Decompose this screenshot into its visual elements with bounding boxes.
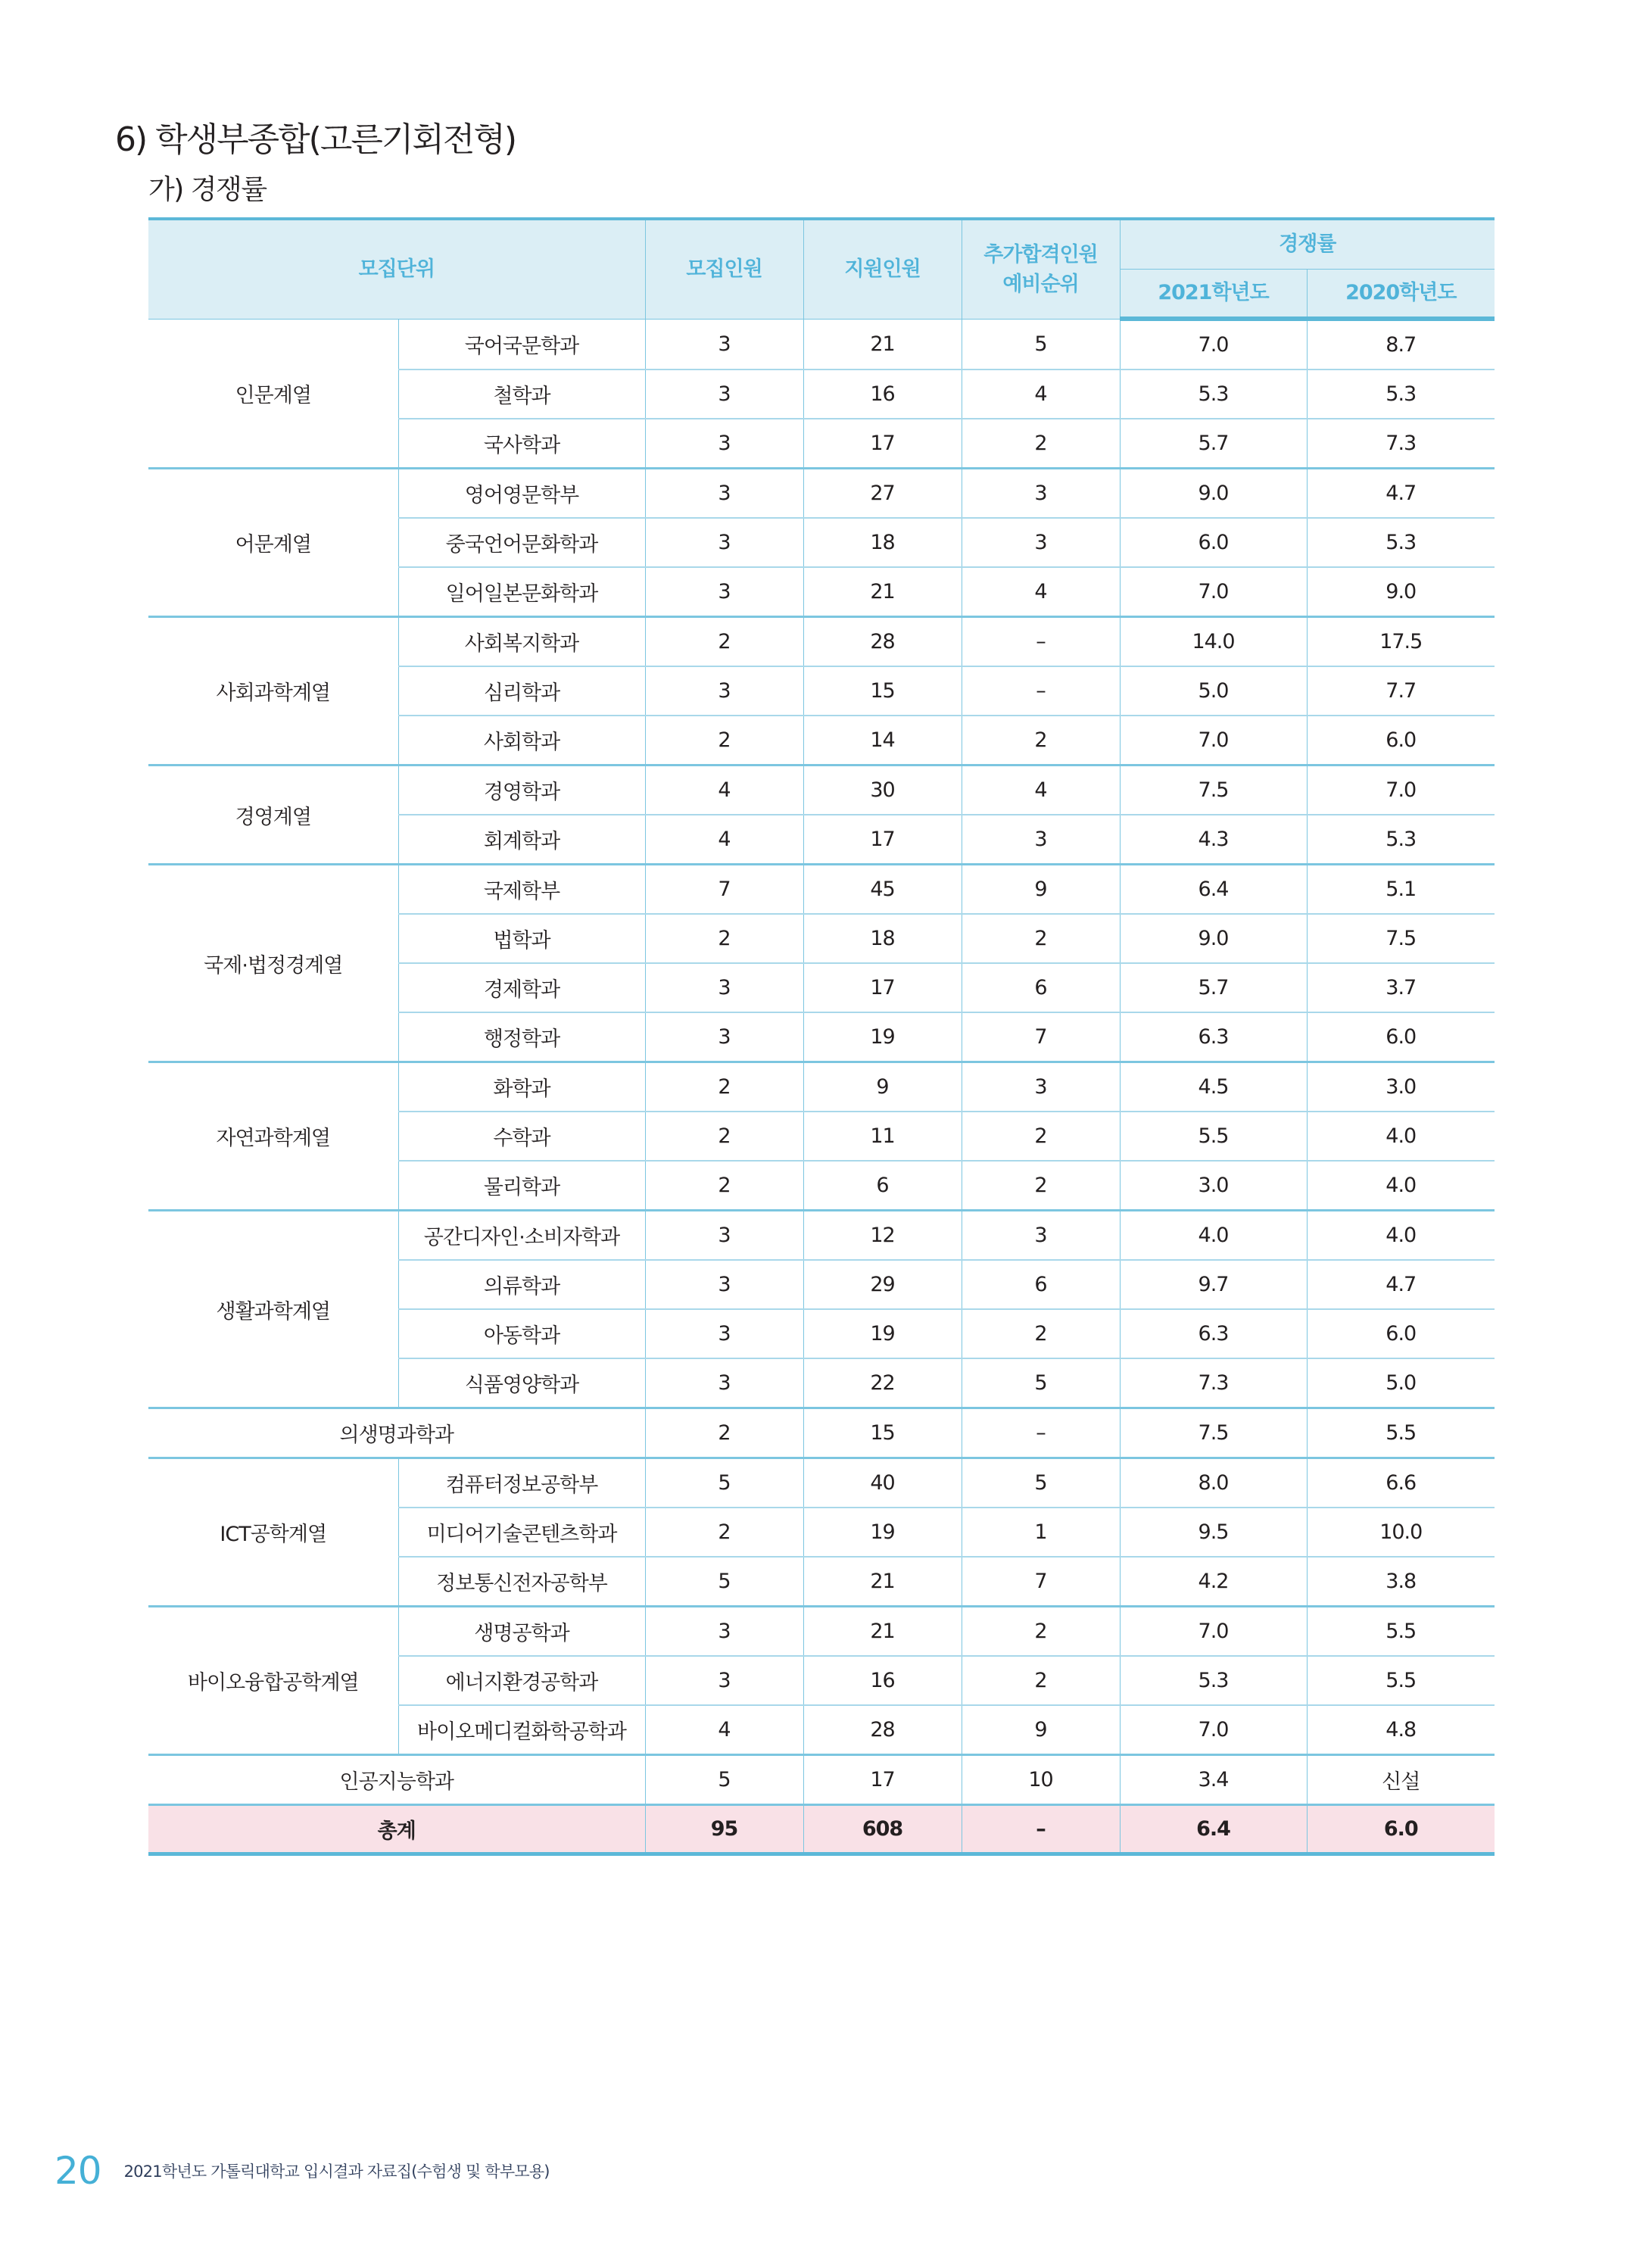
dept-cell: 바이오메디컬화학공학과 — [398, 1705, 645, 1755]
rate-2020-cell: 5.5 — [1307, 1408, 1495, 1458]
header-waitlist — [962, 219, 1120, 319]
rate-2020-cell: 4.0 — [1307, 1161, 1495, 1211]
applicants-cell: 18 — [803, 914, 962, 963]
total-applicants: 608 — [803, 1805, 962, 1854]
table-row — [148, 617, 1495, 667]
rate-2020-cell: 5.3 — [1307, 815, 1495, 865]
dept-cell: 생명공학과 — [398, 1607, 645, 1657]
quota-cell: 2 — [645, 1161, 803, 1211]
waitlist-cell: 5 — [962, 1458, 1120, 1508]
table-row — [148, 1755, 1495, 1805]
rate-2021-cell: 14.0 — [1120, 617, 1307, 667]
quota-cell: 3 — [645, 1656, 803, 1705]
group-cell: 경영계열 — [148, 766, 398, 865]
quota-cell: 4 — [645, 815, 803, 865]
waitlist-cell: 3 — [962, 518, 1120, 567]
waitlist-cell: 5 — [962, 1358, 1120, 1408]
applicants-cell: 45 — [803, 865, 962, 915]
footer-text: 2021학년도 가톨릭대학교 입시결과 자료집(수험생 및 학부모용) — [123, 2162, 550, 2181]
waitlist-cell: 2 — [962, 1112, 1120, 1161]
dept-cell: 공간디자인·소비자학과 — [398, 1211, 645, 1261]
table-row — [148, 1607, 1495, 1657]
rate-2020-cell: 4.7 — [1307, 469, 1495, 519]
waitlist-cell: 10 — [962, 1755, 1120, 1805]
applicants-cell: 40 — [803, 1458, 962, 1508]
dept-cell: 행정학과 — [398, 1012, 645, 1062]
waitlist-cell: – — [962, 1408, 1120, 1458]
quota-cell: 3 — [645, 1309, 803, 1358]
section-title: 6) 학생부종합(고른기회전형) — [115, 120, 516, 159]
applicants-cell: 16 — [803, 370, 962, 419]
rate-2020-cell: 6.0 — [1307, 716, 1495, 766]
dept-cell: 인공지능학과 — [148, 1755, 645, 1805]
applicants-cell: 19 — [803, 1309, 962, 1358]
waitlist-cell: 2 — [962, 1309, 1120, 1358]
total-waitlist: – — [962, 1805, 1120, 1854]
applicants-cell: 19 — [803, 1012, 962, 1062]
rate-2020-cell: 6.6 — [1307, 1458, 1495, 1508]
waitlist-cell: 2 — [962, 1161, 1120, 1211]
rate-2021-cell: 7.0 — [1120, 319, 1307, 370]
header-unit: 모집단위 — [148, 219, 645, 319]
applicants-cell: 15 — [803, 666, 962, 716]
rate-2021-cell: 5.5 — [1120, 1112, 1307, 1161]
total-label: 총계 — [148, 1805, 645, 1854]
waitlist-cell: 4 — [962, 370, 1120, 419]
dept-cell: 일어일본문화학과 — [398, 567, 645, 617]
rate-2020-cell: 17.5 — [1307, 617, 1495, 667]
rate-2021-cell: 7.3 — [1120, 1358, 1307, 1408]
waitlist-cell: 2 — [962, 1607, 1120, 1657]
waitlist-cell: 4 — [962, 567, 1120, 617]
quota-cell: 3 — [645, 1260, 803, 1309]
applicants-cell: 15 — [803, 1408, 962, 1458]
applicants-cell: 14 — [803, 716, 962, 766]
total-rate-2020: 6.0 — [1307, 1805, 1495, 1854]
applicants-cell: 9 — [803, 1062, 962, 1112]
dept-cell: 철학과 — [398, 370, 645, 419]
applicants-cell: 17 — [803, 815, 962, 865]
group-cell: 생활과학계열 — [148, 1211, 398, 1408]
rate-2020-cell: 3.0 — [1307, 1062, 1495, 1112]
rate-2020-cell: 3.8 — [1307, 1557, 1495, 1607]
dept-cell: 의생명과학과 — [148, 1408, 645, 1458]
rate-2020-cell: 3.7 — [1307, 963, 1495, 1012]
group-cell: 국제·법정경계열 — [148, 865, 398, 1062]
applicants-cell: 16 — [803, 1656, 962, 1705]
rate-2020-cell: 5.1 — [1307, 865, 1495, 915]
rate-2021-cell: 8.0 — [1120, 1458, 1307, 1508]
dept-cell: 수학과 — [398, 1112, 645, 1161]
dept-cell: 컴퓨터정보공학부 — [398, 1458, 645, 1508]
dept-cell: 정보통신전자공학부 — [398, 1557, 645, 1607]
rate-2021-cell: 5.3 — [1120, 1656, 1307, 1705]
rate-2020-cell: 7.3 — [1307, 419, 1495, 469]
rate-2020-cell: 7.0 — [1307, 766, 1495, 815]
group-cell: 바이오융합공학계열 — [148, 1607, 398, 1755]
quota-cell: 2 — [645, 617, 803, 667]
rate-2021-cell: 7.0 — [1120, 1705, 1307, 1755]
waitlist-cell: 6 — [962, 1260, 1120, 1309]
quota-cell: 5 — [645, 1458, 803, 1508]
dept-cell: 에너지환경공학과 — [398, 1656, 645, 1705]
dept-cell: 국사학과 — [398, 419, 645, 469]
rate-2020-cell: 4.8 — [1307, 1705, 1495, 1755]
rate-2021-cell: 5.3 — [1120, 370, 1307, 419]
page-number: 20 — [55, 2149, 101, 2193]
waitlist-cell: 2 — [962, 1656, 1120, 1705]
waitlist-cell: 9 — [962, 865, 1120, 915]
waitlist-cell: – — [962, 666, 1120, 716]
applicants-cell: 17 — [803, 419, 962, 469]
applicants-cell: 21 — [803, 319, 962, 370]
rate-2021-cell: 7.5 — [1120, 1408, 1307, 1458]
applicants-cell: 28 — [803, 1705, 962, 1755]
table-body — [148, 319, 1495, 1854]
rate-2021-cell: 9.5 — [1120, 1508, 1307, 1557]
dept-cell: 의류학과 — [398, 1260, 645, 1309]
group-cell: 사회과학계열 — [148, 617, 398, 766]
header-rate: 경쟁률 — [1120, 219, 1495, 270]
applicants-cell: 12 — [803, 1211, 962, 1261]
rate-2020-cell: 4.7 — [1307, 1260, 1495, 1309]
rate-2020-cell: 5.5 — [1307, 1656, 1495, 1705]
quota-cell: 3 — [645, 1211, 803, 1261]
applicants-cell: 11 — [803, 1112, 962, 1161]
table-row — [148, 766, 1495, 815]
waitlist-cell: 7 — [962, 1557, 1120, 1607]
header-waitlist-line1: 추가합격인원 — [983, 242, 1098, 267]
dept-cell: 법학과 — [398, 914, 645, 963]
group-cell: 인문계열 — [148, 319, 398, 469]
dept-cell: 아동학과 — [398, 1309, 645, 1358]
subsection-title: 가) 경쟁률 — [148, 174, 267, 205]
rate-2021-cell: 7.0 — [1120, 1607, 1307, 1657]
header-rate-2021: 2021학년도 — [1120, 270, 1307, 320]
dept-cell: 회계학과 — [398, 815, 645, 865]
rate-2021-cell: 4.3 — [1120, 815, 1307, 865]
quota-cell: 2 — [645, 1508, 803, 1557]
quota-cell: 2 — [645, 1408, 803, 1458]
rate-2021-cell: 9.7 — [1120, 1260, 1307, 1309]
group-cell: 어문계열 — [148, 469, 398, 617]
dept-cell: 화학과 — [398, 1062, 645, 1112]
applicants-cell: 6 — [803, 1161, 962, 1211]
rate-2021-cell: 4.0 — [1120, 1211, 1307, 1261]
quota-cell: 7 — [645, 865, 803, 915]
competition-rate-table — [148, 217, 1495, 1856]
dept-cell: 중국언어문화학과 — [398, 518, 645, 567]
quota-cell: 3 — [645, 666, 803, 716]
quota-cell: 3 — [645, 370, 803, 419]
rate-2020-cell: 8.7 — [1307, 319, 1495, 370]
quota-cell: 3 — [645, 963, 803, 1012]
waitlist-cell: 2 — [962, 419, 1120, 469]
dept-cell: 사회복지학과 — [398, 617, 645, 667]
table-row — [148, 469, 1495, 519]
dept-cell: 미디어기술콘텐츠학과 — [398, 1508, 645, 1557]
dept-cell: 국제학부 — [398, 865, 645, 915]
applicants-cell: 21 — [803, 1607, 962, 1657]
header-waitlist-line2: 예비순위 — [1002, 272, 1079, 296]
quota-cell: 5 — [645, 1755, 803, 1805]
quota-cell: 3 — [645, 1012, 803, 1062]
table-row — [148, 1062, 1495, 1112]
waitlist-cell: 2 — [962, 914, 1120, 963]
rate-2021-cell: 9.0 — [1120, 914, 1307, 963]
dept-cell: 경제학과 — [398, 963, 645, 1012]
quota-cell: 3 — [645, 469, 803, 519]
rate-2020-cell: 5.3 — [1307, 518, 1495, 567]
rate-2021-cell: 6.0 — [1120, 518, 1307, 567]
rate-2021-cell: 7.0 — [1120, 567, 1307, 617]
waitlist-cell: 9 — [962, 1705, 1120, 1755]
waitlist-cell: 3 — [962, 815, 1120, 865]
header-applicants: 지원인원 — [803, 219, 962, 319]
applicants-cell: 17 — [803, 1755, 962, 1805]
rate-2020-cell: 4.0 — [1307, 1211, 1495, 1261]
applicants-cell: 27 — [803, 469, 962, 519]
rate-2020-cell: 9.0 — [1307, 567, 1495, 617]
rate-2020-cell: 5.5 — [1307, 1607, 1495, 1657]
rate-2020-cell: 신설 — [1307, 1755, 1495, 1805]
rate-2021-cell: 6.3 — [1120, 1012, 1307, 1062]
rate-2020-cell: 7.5 — [1307, 914, 1495, 963]
table-row — [148, 319, 1495, 370]
total-row — [148, 1805, 1495, 1854]
dept-cell: 사회학과 — [398, 716, 645, 766]
waitlist-cell: 3 — [962, 1062, 1120, 1112]
table-row — [148, 1211, 1495, 1261]
waitlist-cell: 3 — [962, 1211, 1120, 1261]
rate-2021-cell: 5.7 — [1120, 963, 1307, 1012]
rate-2021-cell: 5.7 — [1120, 419, 1307, 469]
waitlist-cell: 1 — [962, 1508, 1120, 1557]
table-row — [148, 1408, 1495, 1458]
rate-2021-cell: 4.5 — [1120, 1062, 1307, 1112]
total-quota: 95 — [645, 1805, 803, 1854]
rate-2020-cell: 5.3 — [1307, 370, 1495, 419]
rate-2021-cell: 3.4 — [1120, 1755, 1307, 1805]
rate-2021-cell: 7.0 — [1120, 716, 1307, 766]
applicants-cell: 19 — [803, 1508, 962, 1557]
rate-2020-cell: 4.0 — [1307, 1112, 1495, 1161]
applicants-cell: 21 — [803, 567, 962, 617]
quota-cell: 3 — [645, 1358, 803, 1408]
dept-cell: 영어영문학부 — [398, 469, 645, 519]
quota-cell: 3 — [645, 567, 803, 617]
rate-2021-cell: 9.0 — [1120, 469, 1307, 519]
rate-2020-cell: 7.7 — [1307, 666, 1495, 716]
waitlist-cell: 3 — [962, 469, 1120, 519]
total-rate-2021: 6.4 — [1120, 1805, 1307, 1854]
applicants-cell: 28 — [803, 617, 962, 667]
quota-cell: 2 — [645, 1112, 803, 1161]
quota-cell: 3 — [645, 319, 803, 370]
dept-cell: 국어국문학과 — [398, 319, 645, 370]
waitlist-cell: 7 — [962, 1012, 1120, 1062]
applicants-cell: 22 — [803, 1358, 962, 1408]
waitlist-cell: – — [962, 617, 1120, 667]
header-rate-2020: 2020학년도 — [1307, 270, 1495, 320]
waitlist-cell: 2 — [962, 716, 1120, 766]
quota-cell: 2 — [645, 1062, 803, 1112]
applicants-cell: 17 — [803, 963, 962, 1012]
waitlist-cell: 6 — [962, 963, 1120, 1012]
applicants-cell: 30 — [803, 766, 962, 815]
group-cell: 자연과학계열 — [148, 1062, 398, 1211]
applicants-cell: 21 — [803, 1557, 962, 1607]
quota-cell: 3 — [645, 1607, 803, 1657]
dept-cell: 심리학과 — [398, 666, 645, 716]
header-quota: 모집인원 — [645, 219, 803, 319]
quota-cell: 2 — [645, 914, 803, 963]
waitlist-cell: 5 — [962, 319, 1120, 370]
rate-2021-cell: 6.3 — [1120, 1309, 1307, 1358]
group-cell: ICT공학계열 — [148, 1458, 398, 1607]
quota-cell: 5 — [645, 1557, 803, 1607]
rate-2020-cell: 10.0 — [1307, 1508, 1495, 1557]
rate-2020-cell: 5.0 — [1307, 1358, 1495, 1408]
applicants-cell: 29 — [803, 1260, 962, 1309]
table-header — [148, 219, 1495, 319]
rate-2020-cell: 6.0 — [1307, 1012, 1495, 1062]
applicants-cell: 18 — [803, 518, 962, 567]
rate-2020-cell: 6.0 — [1307, 1309, 1495, 1358]
page-footer — [55, 2149, 550, 2193]
quota-cell: 4 — [645, 766, 803, 815]
dept-cell: 물리학과 — [398, 1161, 645, 1211]
rate-2021-cell: 6.4 — [1120, 865, 1307, 915]
table-row — [148, 865, 1495, 915]
dept-cell: 경영학과 — [398, 766, 645, 815]
quota-cell: 3 — [645, 518, 803, 567]
waitlist-cell: 4 — [962, 766, 1120, 815]
rate-2021-cell: 5.0 — [1120, 666, 1307, 716]
rate-2021-cell: 7.5 — [1120, 766, 1307, 815]
rate-2021-cell: 4.2 — [1120, 1557, 1307, 1607]
table-row — [148, 1458, 1495, 1508]
quota-cell: 3 — [645, 419, 803, 469]
quota-cell: 4 — [645, 1705, 803, 1755]
quota-cell: 2 — [645, 716, 803, 766]
rate-2021-cell: 3.0 — [1120, 1161, 1307, 1211]
dept-cell: 식품영양학과 — [398, 1358, 645, 1408]
